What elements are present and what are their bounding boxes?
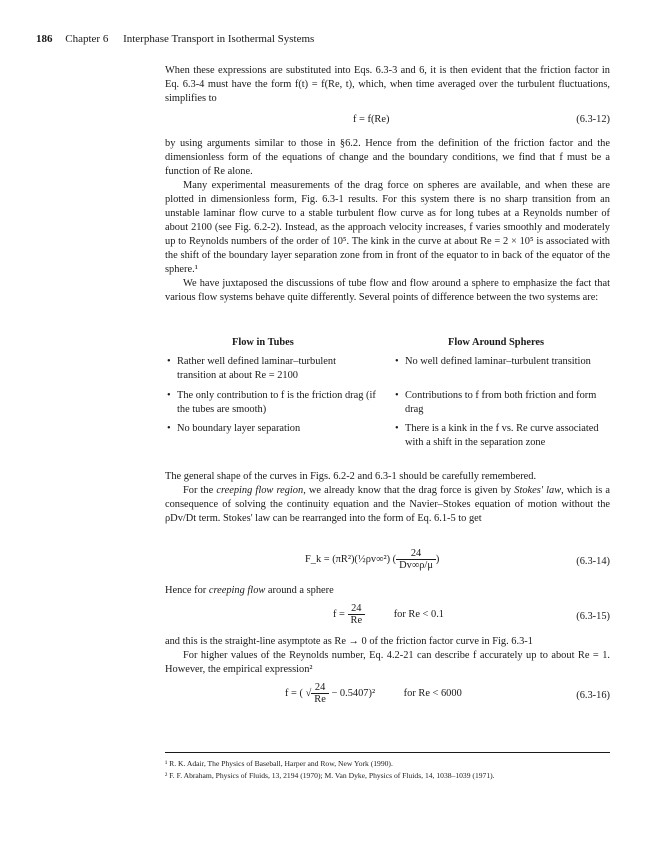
- equation-6-3-12: [353, 114, 389, 125]
- text-run: around a sphere: [265, 585, 334, 596]
- numerator: 24: [396, 548, 436, 560]
- paragraph-text: Many experimental measurements of the drag force on spheres are available, and when these are plotted in dimensionless form, Fig. 6.3-1 results. For this system there is no sharp transition from an unstable laminar flow curve to a stable turbulent flow curve as for long tubes at a Reynolds number of about 2100 (see Fig. 6.2-2). Instead, as the approach velocity increases, f varies smoothly and moderately up to Reynolds numbers of the order of 10⁵. The kink in the curve at about Re = 2 × 10⁵ is associated with the shift of the boundary layer separation zone from in front of the equator to in back of the equator of the sphere.¹: [165, 180, 610, 275]
- paragraph-text: by using arguments similar to those in §6.2. Hence from the definition of the friction factor and the dimensionless form of the equations of change and the boundary conditions, we find that f must be a function of Re alone.: [165, 138, 610, 177]
- chapter-label: Chapter 6: [65, 33, 109, 45]
- running-header: [36, 33, 314, 45]
- paragraph-2-4: [165, 137, 610, 305]
- paragraph-8-9: [165, 635, 610, 677]
- equation-condition: for Re < 0.1: [393, 608, 444, 620]
- numerator: 24: [348, 603, 366, 615]
- fraction: [348, 603, 366, 626]
- footnote-divider: [165, 752, 610, 753]
- equation-6-3-16: f = ( √ $\frac{24}{Re}$ − 0.5407)² for Re < 6000: [285, 682, 462, 705]
- list-item: • The only contribution to f is the friction drag (if the tubes are smooth): [167, 390, 376, 415]
- text-run: For the: [183, 485, 217, 496]
- equation-number: (6.3-15): [576, 611, 610, 622]
- list-item-text: Rather well defined laminar–turbulent transition at about Re = 2100: [177, 356, 336, 381]
- footnote-2: ² F. F. Abraham, Physics of Fluids, 13, 2194 (1970); M. Van Dyke, Physics of Fluids, 14, 1038–1039 (1971).: [165, 771, 495, 780]
- equation-tail: − 0.5407)²: [331, 687, 376, 699]
- left-column-heading: Flow in Tubes: [232, 337, 294, 348]
- list-item: • No boundary layer separation: [167, 423, 301, 434]
- fraction: [311, 682, 329, 705]
- list-item-text: Contributions to f from both friction and form drag: [405, 390, 597, 415]
- paragraph-text: For higher values of the Reynolds number, Eq. 4.2-21 can describe f accurately up to about Re = 1. However, the empirical expression²: [165, 650, 610, 675]
- emphasis: creeping flow: [208, 585, 266, 596]
- equation-number: (6.3-16): [576, 690, 610, 701]
- text-run: , which is a consequence of solving the continuity equation and the Navier–Stokes equation of motion without the ρDv/Dt term. Stokes' law can be rearranged into the form of Eq. 6.1-5 to get: [165, 485, 610, 524]
- denominator: Re: [314, 694, 326, 705]
- list-item: • Rather well defined laminar–turbulent transition at about Re = 2100: [167, 356, 336, 381]
- paragraph-text: When these expressions are substituted into Eqs. 6.3-3 and 6, it is then evident that the friction factor in Eq. 6.3-4 must have the form f(t) = f(Re, t), which, when time averaged over the turbulent fluctuations, simplifies to: [165, 65, 610, 104]
- denominator: Re: [350, 615, 363, 626]
- text-run: , we already know that the drag force is given by: [303, 485, 515, 496]
- equation-number: (6.3-12): [576, 114, 610, 125]
- list-item-text: No well defined laminar–turbulent transition: [405, 356, 591, 367]
- paragraph-text: [165, 484, 610, 526]
- list-item-text: The only contribution to f is the friction drag (if the tubes are smooth): [177, 390, 376, 415]
- denominator: Dv∞ρ/μ: [399, 560, 433, 571]
- paragraph-text: We have juxtaposed the discussions of tube flow and flow around a sphere to emphasize the fact that various flow systems behave quite differently. Several points of difference between the two systems are:: [165, 278, 610, 303]
- list-item: • There is a kink in the f vs. Re curve associated with a shift in the separation zone: [395, 423, 599, 448]
- equation-lhs: F_k = (πR²)(½ρv∞²): [305, 553, 391, 565]
- numerator: 24: [311, 682, 329, 694]
- equation-number: (6.3-14): [576, 556, 610, 567]
- paragraph-text: [165, 584, 610, 598]
- equation-text: f = f(Re): [353, 114, 390, 125]
- text-run: Hence for: [165, 585, 209, 596]
- emphasis: creeping flow region: [216, 485, 304, 496]
- chapter-title: Interphase Transport in Isothermal Systems: [123, 33, 315, 45]
- equation-6-3-15: [333, 603, 444, 626]
- paragraph-5-6: [165, 470, 610, 526]
- list-item-text: There is a kink in the f vs. Re curve associated with a shift in the separation zone: [405, 423, 599, 448]
- equation-condition: for Re < 6000: [403, 687, 462, 699]
- paragraph-1: [165, 64, 610, 106]
- paragraph-text: The general shape of the curves in Figs. 6.2-2 and 6.3-1 should be carefully remembered.: [165, 471, 537, 482]
- right-column-heading: Flow Around Spheres: [448, 337, 545, 348]
- emphasis: Stokes' law: [514, 485, 562, 496]
- list-item: • Contributions to f from both friction and form drag: [395, 390, 597, 415]
- equation-6-3-14: F_k = (πR²)(½ρv∞²) ( $\frac{24}{Dv\infty\rho/\mu}$ ): [305, 548, 440, 571]
- page-number: 186: [36, 33, 53, 45]
- list-item: • No well defined laminar–turbulent transition: [395, 356, 591, 367]
- fraction: [396, 548, 436, 571]
- paragraph-7: [165, 584, 610, 598]
- equation-lhs: f =: [333, 608, 345, 620]
- paragraph-text: and this is the straight-line asymptote as Re → 0 of the friction factor curve in Fig. 6.3-1: [165, 636, 533, 647]
- footnote-1: ¹ R. K. Adair, The Physics of Baseball, Harper and Row, New York (1990).: [165, 759, 393, 768]
- list-item-text: No boundary layer separation: [177, 423, 301, 434]
- equation-lhs: f = (: [285, 687, 303, 699]
